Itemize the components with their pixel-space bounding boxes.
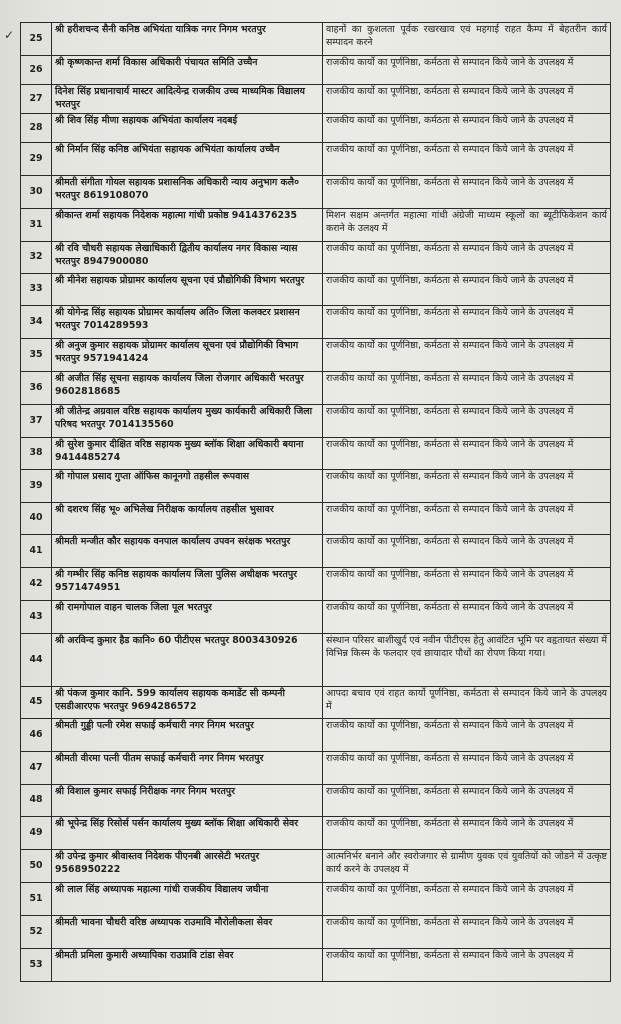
achievement-cell: राजकीय कार्यो का पूर्णनिष्ठा, कर्मठता से सम्पादन किये जाने के उपलक्ष्य में <box>323 470 611 503</box>
table-row <box>21 114 611 143</box>
table-row <box>21 883 611 916</box>
serial-number-cell: 26 <box>21 56 52 85</box>
table-row <box>21 56 611 85</box>
achievement-cell: राजकीय कार्यो का पूर्णनिष्ठा, कर्मठता से सम्पादन किये जाने के उपलक्ष्य में <box>323 785 611 817</box>
table-row <box>21 719 611 752</box>
awardee-name-cell: श्री अरविन्द कुमार हैड कानि० 60 पीटीएस भरतपुर 8003430926 <box>52 634 323 687</box>
serial-number-cell: 29 <box>21 143 52 176</box>
awardee-name-cell: श्री दशरथ सिंह भू० अभिलेख निरीक्षक कार्यालय तहसील भुसावर <box>52 503 323 535</box>
table-row <box>21 752 611 785</box>
serial-number-cell: 45 <box>21 687 52 719</box>
awardee-name-cell: श्रीकान्त शर्मा सहायक निदेशक महात्मा गांधी प्रकोष्ठ 9414376235 <box>52 209 323 242</box>
table-row <box>21 634 611 687</box>
awardee-name-cell: श्री योगेन्द्र सिंह सहायक प्रोग्रामर कार्यालय अति० जिला कलक्टर प्रशासन भरतपुर 7014289593 <box>52 306 323 339</box>
table-row <box>21 372 611 405</box>
serial-number-cell: 52 <box>21 916 52 949</box>
achievement-cell: राजकीय कार्यो का पूर्णनिष्ठा, कर्मठता से सम्पादन किये जाने के उपलक्ष्य में <box>323 85 611 114</box>
awardee-name-cell: श्रीमती गुड्डी पत्नी रमेश सफाई कर्मचारी नगर निगम भरतपुर <box>52 719 323 752</box>
achievement-cell: राजकीय कार्यो का पूर्णनिष्ठा, कर्मठता से सम्पादन किये जाने के उपलक्ष्य में <box>323 306 611 339</box>
achievement-cell: संस्थान परिसर बाशीखुर्द एवं नवीन पीटीएस हेतु आवंटित भूमि पर वहृतायत संख्या में विभिन्न किस्म के फलदार एवं छायादार पौधों का रोपण किया गया। <box>323 634 611 687</box>
awardee-name-cell: श्रीमती प्रमिला कुमारी अध्यापिका राउप्रावि टांडा सेवर <box>52 949 323 982</box>
serial-number-cell: 30 <box>21 176 52 209</box>
tick-mark-icon: ✓ <box>4 28 15 42</box>
achievement-cell: आपदा बचाव एवं राहत कार्यो पूर्णनिष्ठा, कर्मठता से सम्पादन किये जाने के उपलक्ष्य में <box>323 687 611 719</box>
table-row <box>21 176 611 209</box>
achievement-cell: राजकीय कार्यो का पूर्णनिष्ठा, कर्मठता से सम्पादन किये जाने के उपलक्ष्य में <box>323 438 611 470</box>
serial-number-cell: 40 <box>21 503 52 535</box>
awardee-name-cell: श्री रामगोपाल वाहन चालक जिला पूल भरतपुर <box>52 601 323 634</box>
achievement-cell: वाहनों का कुशलता पूर्वक रखरखाव एवं महगाई राहत कैम्प में बेहतरीन कार्य सम्पादन करने <box>323 23 611 56</box>
achievement-cell: राजकीय कार्यो का पूर्णनिष्ठा, कर्मठता से सम्पादन किये जाने के उपलक्ष्य में <box>323 274 611 306</box>
awardee-table <box>20 22 611 982</box>
serial-number-cell: 31 <box>21 209 52 242</box>
achievement-cell: राजकीय कार्यो का पूर्णनिष्ठा, कर्मठता से सम्पादन किये जाने के उपलक्ष्य में <box>323 883 611 916</box>
table-row <box>21 785 611 817</box>
table-row <box>21 242 611 274</box>
achievement-cell: राजकीय कार्यो का पूर्णनिष्ठा, कर्मठता से सम्पादन किये जाने के उपलक्ष्य में <box>323 176 611 209</box>
awardee-name-cell: श्री अनुज कुमार सहायक प्रोग्रामर कार्यालय सूचना एवं प्रौद्योगिकी विभाग भरतपुर 9571941424 <box>52 339 323 372</box>
awardee-name-cell: श्री जीतेन्द्र अग्रवाल वरिष्ठ सहायक कार्यालय मुख्य कार्यकारी अधिकारी जिला परिषद भरतपुर 7014135560 <box>52 405 323 438</box>
table-row <box>21 438 611 470</box>
serial-number-cell: 34 <box>21 306 52 339</box>
table-row <box>21 143 611 176</box>
achievement-cell: राजकीय कार्यो का पूर्णनिष्ठा, कर्मठता से सम्पादन किये जाने के उपलक्ष्य में <box>323 949 611 982</box>
serial-number-cell: 43 <box>21 601 52 634</box>
serial-number-cell: 39 <box>21 470 52 503</box>
achievement-cell: मिशन सक्षम अन्तर्गत महात्मा गांधी अंग्रेजी माध्यम स्कूलों का ब्यूटीफिकेशन कार्य कराने के उलक्ष्य में <box>323 209 611 242</box>
table-row <box>21 687 611 719</box>
serial-number-cell: 28 <box>21 114 52 143</box>
awardee-name-cell: श्री कृष्णकान्त शर्मा विकास अधिकारी पंचायत समिति उच्चैन <box>52 56 323 85</box>
awardee-name-cell: श्री निर्मान सिंह कनिष्ठ अभियंता सहायक अभियंता कार्यालय उच्चैन <box>52 143 323 176</box>
serial-number-cell: 36 <box>21 372 52 405</box>
awardee-name-cell: श्री अजीत सिंह सूचना सहायक कार्यालय जिला रोजगार अधिकारी भरतपुर 9602818685 <box>52 372 323 405</box>
achievement-cell: राजकीय कार्यो का पूर्णनिष्ठा, कर्मठता से सम्पादन किये जाने के उपलक्ष्य में <box>323 568 611 601</box>
table-row <box>21 535 611 568</box>
achievement-cell: राजकीय कार्यो का पूर्णनिष्ठा, कर्मठता से सम्पादन किये जाने के उपलक्ष्य में <box>323 56 611 85</box>
table-row <box>21 916 611 949</box>
table-row <box>21 601 611 634</box>
awardee-name-cell: श्री पंकज कुमार कानि. 599 कार्यालय सहायक कमाडेंट सी कम्पनी एसडीआरएफ भरतपुर 9694286572 <box>52 687 323 719</box>
serial-number-cell: 37 <box>21 405 52 438</box>
table-row <box>21 339 611 372</box>
awardee-name-cell: दिनेश सिंह प्रधानाचार्य मास्टर आदित्येन्द्र राजकीय उच्च माध्यमिक विद्यालय भरतपुर <box>52 85 323 114</box>
awardee-name-cell: श्री लाल सिंह अध्यापक महात्मा गांधी राजकीय विद्यालय जघीना <box>52 883 323 916</box>
table-row <box>21 274 611 306</box>
serial-number-cell: 33 <box>21 274 52 306</box>
achievement-cell: राजकीय कार्यो का पूर्णनिष्ठा, कर्मठता से सम्पादन किये जाने के उपलक्ष्य में <box>323 242 611 274</box>
achievement-cell: राजकीय कार्यो का पूर्णनिष्ठा, कर्मठता से सम्पादन किये जाने के उपलक्ष्य में <box>323 817 611 850</box>
awardee-name-cell: श्री भूपेन्द्र सिंह रिसोर्स पर्सन कार्यालय मुख्य ब्लॉक शिक्षा अधिकारी सेवर <box>52 817 323 850</box>
awardee-name-cell: श्री हरीशचन्द सैनी कनिष्ठ अभियंता यात्रिक नगर निगम भरतपुर <box>52 23 323 56</box>
achievement-cell: राजकीय कार्यो का पूर्णनिष्ठा, कर्मठता से सम्पादन किये जाने के उपलक्ष्य में <box>323 916 611 949</box>
serial-number-cell: 38 <box>21 438 52 470</box>
awardee-name-cell: श्री उपेन्द्र कुमार श्रीवास्तव निदेशक पीएनबी आरसेटी भरतपुर 9568950222 <box>52 850 323 883</box>
awardee-name-cell: श्री गोपाल प्रसाद गुप्ता ऑफिस कानूनगो तहसील रूपवास <box>52 470 323 503</box>
table-row <box>21 568 611 601</box>
awardee-name-cell: श्रीमती वीरमा पत्नी पीतम सफाई कर्मचारी नगर निगम भरतपुर <box>52 752 323 785</box>
awardee-table-body <box>21 23 611 982</box>
table-row <box>21 405 611 438</box>
serial-number-cell: 47 <box>21 752 52 785</box>
awardee-name-cell: श्रीमती मन्जीत कौर सहायक वनपाल कार्यालय उपवन सरंक्षक भरतपुर <box>52 535 323 568</box>
serial-number-cell: 50 <box>21 850 52 883</box>
table-row <box>21 470 611 503</box>
serial-number-cell: 49 <box>21 817 52 850</box>
table-row <box>21 306 611 339</box>
awardee-name-cell: श्रीमती भावना चौधरी वरिष्ठ अध्यापक राउमावि मौरोलीकला सेवर <box>52 916 323 949</box>
achievement-cell: राजकीय कार्यो का पूर्णनिष्ठा, कर्मठता से सम्पादन किये जाने के उपलक्ष्य में <box>323 719 611 752</box>
serial-number-cell: 35 <box>21 339 52 372</box>
awardee-name-cell: श्री विशाल कुमार सफाई निरीक्षक नगर निगम भरतपुर <box>52 785 323 817</box>
achievement-cell: राजकीय कार्यो का पूर्णनिष्ठा, कर्मठता से सम्पादन किये जाने के उपलक्ष्य में <box>323 535 611 568</box>
achievement-cell: राजकीय कार्यो का पूर्णनिष्ठा, कर्मठता से सम्पादन किये जाने के उपलक्ष्य में <box>323 114 611 143</box>
serial-number-cell: 44 <box>21 634 52 687</box>
table-row <box>21 850 611 883</box>
table-row <box>21 209 611 242</box>
table-row <box>21 23 611 56</box>
awardee-name-cell: श्री गम्भीर सिंह कनिष्ठ सहायक कार्यालय जिला पुलिस अधीक्षक भरतपुर 9571474951 <box>52 568 323 601</box>
table-row <box>21 817 611 850</box>
serial-number-cell: 41 <box>21 535 52 568</box>
awardee-name-cell: श्री मीनेश सहायक प्रोग्रामर कार्यालय सूचना एवं प्रौद्योगिकी विभाग भरतपुर <box>52 274 323 306</box>
awardee-name-cell: श्री रवि चौधरी सहायक लेखाधिकारी द्वितीय कार्यालय नगर विकास न्यास भरतपुर 8947900080 <box>52 242 323 274</box>
awardee-name-cell: श्रीमती संगीता गोयल सहायक प्रशासनिक अधिकारी न्याय अनुभाग कलै० भरतपुर 8619108070 <box>52 176 323 209</box>
serial-number-cell: 48 <box>21 785 52 817</box>
achievement-cell: राजकीय कार्यो का पूर्णनिष्ठा, कर्मठता से सम्पादन किये जाने के उपलक्ष्य में <box>323 405 611 438</box>
table-row <box>21 85 611 114</box>
awardee-name-cell: श्री सुरेश कुमार दीक्षित वरिष्ठ सहायक मुख्य ब्लॉक शिक्षा अधिकारी बयाना 9414485274 <box>52 438 323 470</box>
awardee-name-cell: श्री शिव सिंह मीणा सहायक अभियंता कार्यालय नदबई <box>52 114 323 143</box>
serial-number-cell: 27 <box>21 85 52 114</box>
achievement-cell: राजकीय कार्यो का पूर्णनिष्ठा, कर्मठता से सम्पादन किये जाने के उपलक्ष्य में <box>323 143 611 176</box>
achievement-cell: राजकीय कार्यो का पूर्णनिष्ठा, कर्मठता से सम्पादन किये जाने के उपलक्ष्य में <box>323 372 611 405</box>
serial-number-cell: 25 <box>21 23 52 56</box>
table-row <box>21 949 611 982</box>
serial-number-cell: 51 <box>21 883 52 916</box>
achievement-cell: राजकीय कार्यो का पूर्णनिष्ठा, कर्मठता से सम्पादन किये जाने के उपलक्ष्य में <box>323 339 611 372</box>
serial-number-cell: 32 <box>21 242 52 274</box>
achievement-cell: राजकीय कार्यो का पूर्णनिष्ठा, कर्मठता से सम्पादन किये जाने के उपलक्ष्य में <box>323 503 611 535</box>
achievement-cell: राजकीय कार्यो का पूर्णनिष्ठा, कर्मठता से सम्पादन किये जाने के उपलक्ष्य में <box>323 601 611 634</box>
serial-number-cell: 46 <box>21 719 52 752</box>
serial-number-cell: 42 <box>21 568 52 601</box>
achievement-cell: राजकीय कार्यो का पूर्णनिष्ठा, कर्मठता से सम्पादन किये जाने के उपलक्ष्य में <box>323 752 611 785</box>
achievement-cell: आत्मनिर्भर बनाने और स्वरोजगार से ग्रामीण युवक एवं युवतियों को जोडने में उत्कृष्ट कार्य करने के उपलक्ष्य में <box>323 850 611 883</box>
serial-number-cell: 53 <box>21 949 52 982</box>
table-row <box>21 503 611 535</box>
